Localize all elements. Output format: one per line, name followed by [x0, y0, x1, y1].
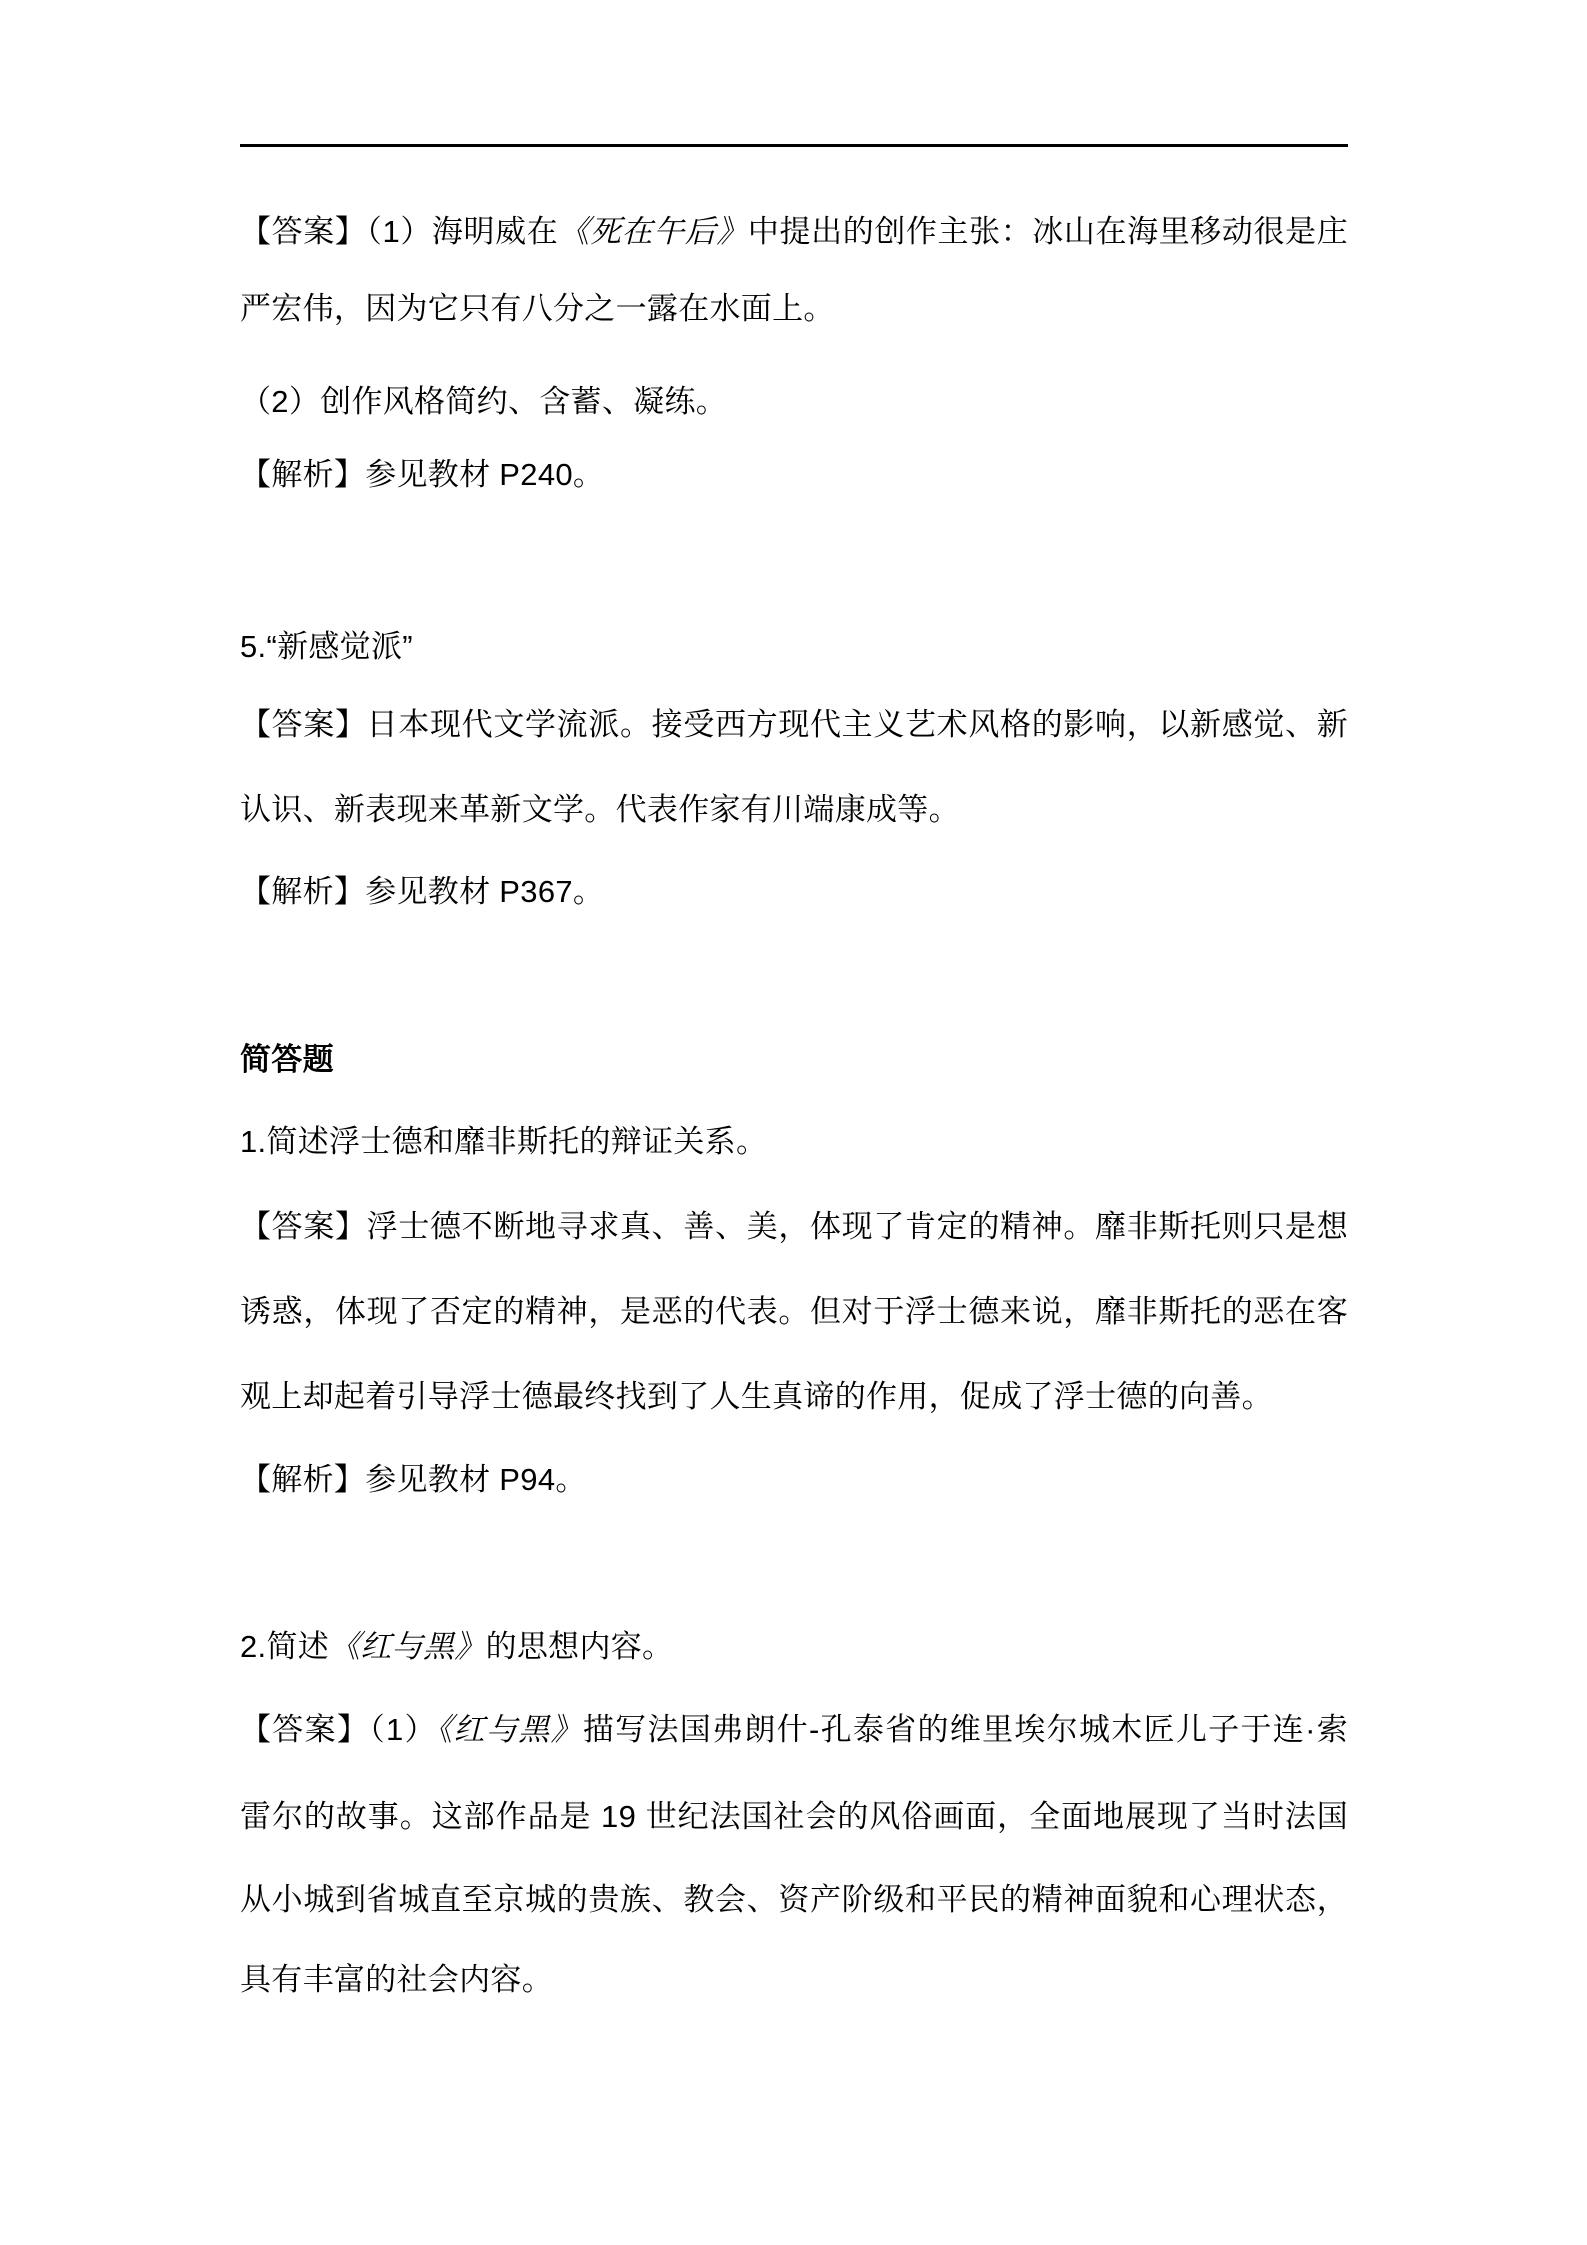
term5-answer-line-2: 认识、新表现来革新文学。代表作家有川端康成等。 — [240, 792, 960, 827]
short-answer-section-heading: 简答题 — [240, 1042, 334, 1077]
top-divider — [240, 144, 1348, 147]
q2-answer-line-3: 从小城到省城直至京城的贵族、教会、资产阶级和平民的精神面貌和心理状态， — [240, 1882, 1348, 1917]
question-text-segment: 的思想内容。 — [485, 1629, 674, 1664]
question-number-segment: 2.简述 — [240, 1629, 330, 1664]
q2-question — [240, 1625, 1348, 1669]
term4-answer-line-2: 严宏伟，因为它只有八分之一露在水面上。 — [240, 291, 835, 326]
term4-point-2: （2）创作风格简约、含蓄、凝练。 — [240, 384, 728, 419]
answer-text-segment: 描写法国弗朗什-孔泰省的维里埃尔城木匠儿子于连·索 — [582, 1712, 1348, 1747]
q2-answer-line-4: 具有丰富的社会内容。 — [240, 1962, 553, 1997]
answer-label-segment: 【答案】（1） — [240, 1712, 437, 1747]
q1-answer-line-1: 【答案】浮士德不断地寻求真、善、美，体现了肯定的精神。靡非斯托则只是想 — [240, 1209, 1348, 1244]
book-title: 《死在午后》 — [558, 214, 748, 249]
book-title: 《红与黑》 — [436, 1712, 583, 1747]
q1-question: 1.简述浮士德和靡非斯托的辩证关系。 — [240, 1124, 768, 1159]
answer-text-segment: 中提出的创作主张：冰山在海里移动很是庄 — [747, 214, 1348, 249]
term5-answer-line-1: 【答案】日本现代文学流派。接受西方现代主义艺术风格的影响，以新感觉、新 — [240, 707, 1348, 742]
term4-analysis: 【解析】参见教材 P240。 — [240, 457, 605, 492]
q2-answer-line-1 — [240, 1708, 1348, 1752]
q1-analysis: 【解析】参见教材 P94。 — [240, 1462, 587, 1497]
q2-answer-line-2: 雷尔的故事。这部作品是 19 世纪法国社会的风俗画面，全面地展现了当时法国 — [240, 1799, 1348, 1834]
book-title: 《红与黑》 — [329, 1629, 486, 1664]
q1-answer-line-2: 诱惑，体现了否定的精神，是恶的代表。但对于浮士德来说，靡非斯托的恶在客 — [240, 1294, 1348, 1329]
term5-heading: 5.“新感觉派” — [240, 629, 413, 664]
term5-analysis: 【解析】参见教材 P367。 — [240, 874, 605, 909]
term4-answer-line-1 — [240, 210, 1348, 254]
answer-label-segment: 【答案】（1）海明威在 — [240, 214, 559, 249]
q1-answer-line-3: 观上却起着引导浮士德最终找到了人生真谛的作用，促成了浮士德的向善。 — [240, 1379, 1273, 1414]
